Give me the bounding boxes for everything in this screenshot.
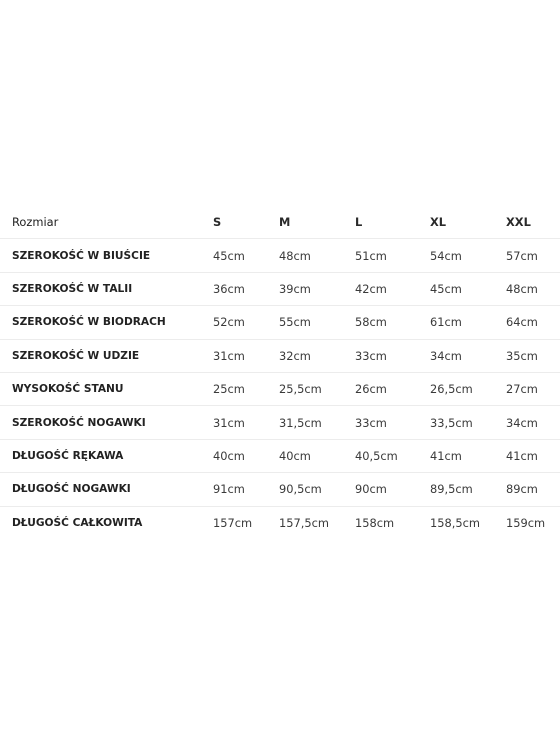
measurement-value: 90,5cm: [279, 473, 355, 506]
measurement-value: 91cm: [213, 473, 279, 506]
measurement-value: 89,5cm: [430, 473, 506, 506]
measurement-value: 40,5cm: [355, 439, 430, 472]
measurement-value: 34cm: [506, 406, 560, 439]
measurement-label: DŁUGOŚĆ NOGAWKI: [0, 473, 213, 506]
table-row: [0, 439, 560, 472]
measurement-value: 158,5cm: [430, 506, 506, 539]
size-chart-header-row: [0, 206, 560, 239]
measurement-value: 41cm: [430, 439, 506, 472]
measurement-value: 48cm: [279, 239, 355, 272]
table-row: [0, 272, 560, 305]
table-row: [0, 339, 560, 372]
measurement-label: DŁUGOŚĆ CAŁKOWITA: [0, 506, 213, 539]
measurement-value: 31cm: [213, 406, 279, 439]
measurement-value: 52cm: [213, 306, 279, 339]
size-header-s: S: [213, 215, 222, 230]
measurement-value: 54cm: [430, 239, 506, 272]
measurement-label: DŁUGOŚĆ RĘKAWA: [0, 439, 213, 472]
size-column-header: Rozmiar: [12, 215, 59, 230]
measurement-value: 42cm: [355, 272, 430, 305]
measurement-value: 58cm: [355, 306, 430, 339]
measurement-value: 40cm: [279, 439, 355, 472]
measurement-label: SZEROKOŚĆ W UDZIE: [0, 339, 213, 372]
measurement-value: 31,5cm: [279, 406, 355, 439]
measurement-label: SZEROKOŚĆ W BIUŚCIE: [0, 239, 213, 272]
measurement-value: 55cm: [279, 306, 355, 339]
table-row: [0, 239, 560, 272]
measurement-value: 41cm: [506, 439, 560, 472]
measurement-value: 61cm: [430, 306, 506, 339]
size-header-xxl: XXL: [506, 215, 531, 230]
table-row: [0, 306, 560, 339]
measurement-value: 25cm: [213, 372, 279, 405]
measurement-value: 90cm: [355, 473, 430, 506]
measurement-value: 45cm: [430, 272, 506, 305]
measurement-value: 57cm: [506, 239, 560, 272]
table-row: [0, 473, 560, 506]
measurement-label: SZEROKOŚĆ W TALII: [0, 272, 213, 305]
measurement-label: SZEROKOŚĆ W BIODRACH: [0, 306, 213, 339]
measurement-value: 34cm: [430, 339, 506, 372]
table-row: [0, 406, 560, 439]
table-row: [0, 506, 560, 539]
measurement-value: 64cm: [506, 306, 560, 339]
size-header-l: L: [355, 215, 363, 230]
measurement-value: 25,5cm: [279, 372, 355, 405]
measurement-value: 39cm: [279, 272, 355, 305]
measurement-value: 35cm: [506, 339, 560, 372]
table-row: [0, 372, 560, 405]
measurement-value: 159cm: [506, 506, 560, 539]
measurement-value: 26,5cm: [430, 372, 506, 405]
measurement-value: 36cm: [213, 272, 279, 305]
measurement-value: 31cm: [213, 339, 279, 372]
measurement-value: 157,5cm: [279, 506, 355, 539]
measurement-value: 33cm: [355, 406, 430, 439]
measurement-value: 48cm: [506, 272, 560, 305]
size-chart-table: [0, 206, 560, 539]
measurement-value: 40cm: [213, 439, 279, 472]
measurement-value: 158cm: [355, 506, 430, 539]
measurement-value: 32cm: [279, 339, 355, 372]
size-header-xl: XL: [430, 215, 447, 230]
measurement-value: 27cm: [506, 372, 560, 405]
measurement-value: 51cm: [355, 239, 430, 272]
measurement-value: 89cm: [506, 473, 560, 506]
measurement-value: 33,5cm: [430, 406, 506, 439]
measurement-value: 157cm: [213, 506, 279, 539]
measurement-value: 33cm: [355, 339, 430, 372]
measurement-label: SZEROKOŚĆ NOGAWKI: [0, 406, 213, 439]
measurement-label: WYSOKOŚĆ STANU: [0, 372, 213, 405]
measurement-value: 26cm: [355, 372, 430, 405]
size-header-m: M: [279, 215, 291, 230]
measurement-value: 45cm: [213, 239, 279, 272]
